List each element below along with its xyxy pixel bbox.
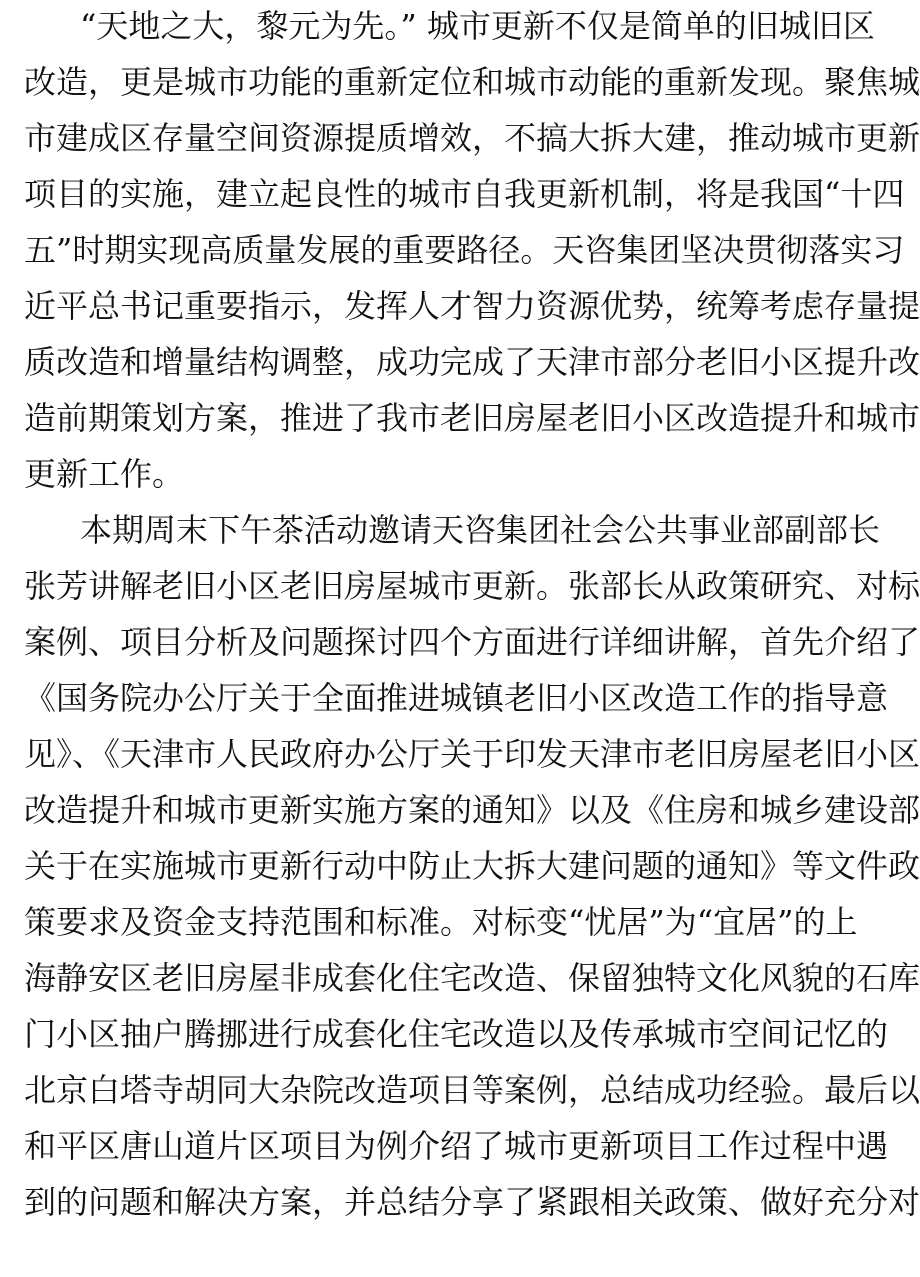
paragraph-2-line-10: 门小区抽户腾挪进行成套化住宅改造以及传承城市空间记忆的 [24, 1015, 889, 1053]
paragraph-2-line-8: 策要求及资金支持范围和标准。对标变“忧居”为“宜居”的上 [24, 903, 858, 941]
paragraph-2-line-7: 关于在实施城市更新行动中防止大拆大建问题的通知》等文件政 [24, 847, 920, 885]
paragraph-2-line-13: 到的问题和解决方案，并总结分享了紧跟相关政策、做好充分对 [24, 1183, 920, 1221]
paragraph-1-line-7: 质改造和增量结构调整，成功完成了天津市部分老旧小区提升改 [24, 343, 920, 381]
paragraph-2-line-9: 海静安区老旧房屋非成套化住宅改造、保留独特文化风貌的石库 [24, 959, 920, 997]
paragraph-1-line-5: 五”时期实现高质量发展的重要路径。天咨集团坚决贯彻落实习 [24, 231, 905, 269]
paragraph-2-line-11: 北京白塔寺胡同大杂院改造项目等案例，总结成功经验。最后以 [24, 1071, 920, 1109]
paragraph-1-line-9: 更新工作。 [24, 455, 185, 493]
paragraph-2-line-4: 《国务院办公厅关于全面推进城镇老旧小区改造工作的指导意 [24, 679, 889, 717]
paragraph-2-line-6: 改造提升和城市更新实施方案的通知》以及《住房和城乡建设部 [24, 791, 920, 829]
paragraph-2-line-12: 和平区唐山道片区项目为例介绍了城市更新项目工作过程中遇 [24, 1127, 889, 1165]
paragraph-1-line-2: 改造，更是城市功能的重新定位和城市动能的重新发现。聚焦城 [24, 63, 920, 101]
paragraph-2-line-2: 张芳讲解老旧小区老旧房屋城市更新。张部长从政策研究、对标 [24, 567, 920, 605]
paragraph-1-line-1: “天地之大，黎元为先。” 城市更新不仅是简单的旧城旧区 [80, 7, 875, 45]
paragraph-2-line-3: 案例、项目分析及问题探讨四个方面进行详细讲解，首先介绍了 [24, 623, 920, 661]
paragraph-2-line-1: 本期周末下午茶活动邀请天咨集团社会公共事业部副部长 [80, 511, 881, 549]
paragraph-1-line-3: 市建成区存量空间资源提质增效，不搞大拆大建，推动城市更新 [24, 119, 920, 157]
paragraph-1-line-6: 近平总书记重要指示，发挥人才智力资源优势，统筹考虑存量提 [24, 287, 920, 325]
paragraph-1-line-8: 造前期策划方案，推进了我市老旧房屋老旧小区改造提升和城市 [24, 399, 920, 437]
paragraph-1-line-4: 项目的实施，建立起良性的城市自我更新机制，将是我国“十四 [24, 175, 905, 213]
paragraph-2-line-5: 见》、《天津市人民政府办公厅关于印发天津市老旧房屋老旧小区 [24, 735, 920, 773]
